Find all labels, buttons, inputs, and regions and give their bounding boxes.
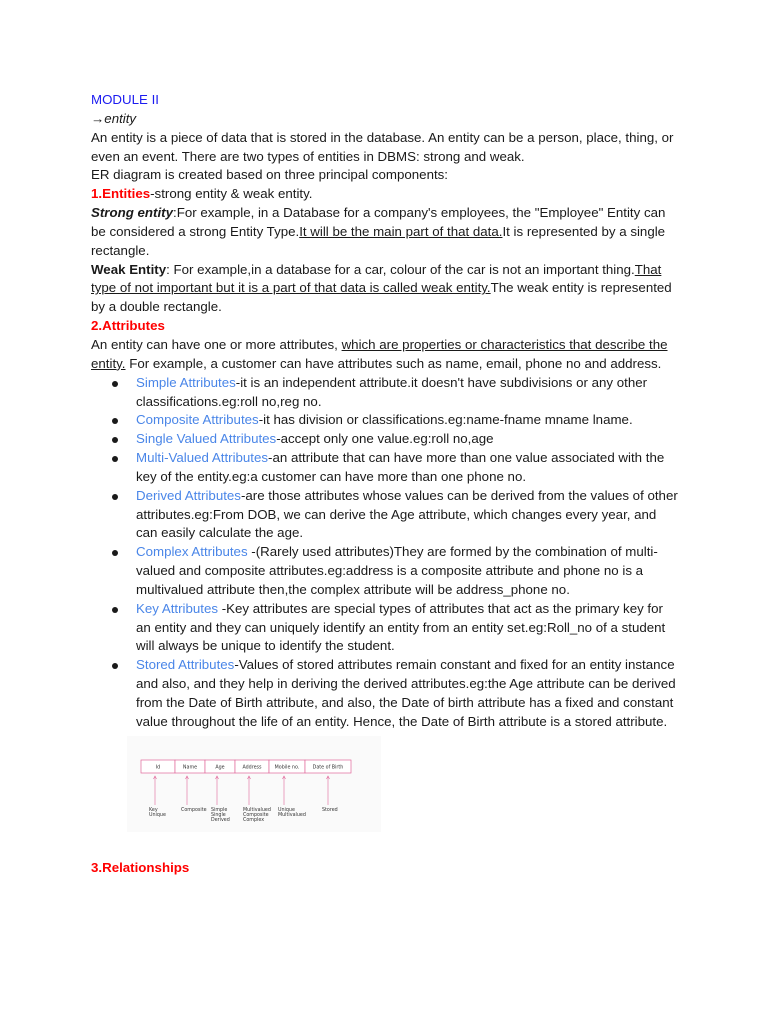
attributes-intro-text-end: For example, a customer can have attributes such as name, email, phone no and address. bbox=[125, 355, 662, 371]
intro-paragraph: An entity is a piece of data that is stored in the database. An entity can be a person, place, thing, or even an event. There are two types of entities in DBMS: strong and weak. bbox=[91, 129, 674, 164]
section-title: Entities bbox=[102, 186, 151, 202]
attribute-diagram bbox=[127, 736, 381, 832]
bullet-icon bbox=[112, 418, 118, 424]
strong-entity-text: :For example, in a Database for a company's employees, the "Employee" Entity can be considered a strong Entity Type. bbox=[91, 205, 666, 239]
section-relationships bbox=[91, 859, 681, 878]
attribute-types-list bbox=[91, 374, 681, 732]
module-title: MODULE II bbox=[91, 92, 159, 107]
weak-entity-underlined: That type of not important but it is a part of that data is called weak entity. bbox=[91, 261, 662, 296]
bullet-icon bbox=[112, 663, 118, 669]
attribute-name: Composite Attributes bbox=[136, 412, 259, 428]
attribute-name: Complex Attributes bbox=[136, 544, 248, 560]
bullet-icon bbox=[112, 437, 118, 443]
weak-entity-label: Weak Entity bbox=[91, 261, 167, 277]
list-item bbox=[91, 411, 681, 430]
diagram-caption: Simple bbox=[211, 807, 228, 813]
attributes-intro-text: An entity can have one or more attributes, bbox=[91, 336, 342, 352]
weak-entity-text: : For example,in a database for a car, colour of the car is not an important thing. bbox=[166, 261, 635, 277]
attribute-desc: -it is an independent attribute.it doesn't have subdivisions or any other classifications.eg:roll no,reg no. bbox=[136, 374, 648, 409]
attributes-intro-paragraph bbox=[91, 336, 681, 374]
section-entities bbox=[91, 185, 681, 204]
list-item bbox=[91, 487, 681, 544]
section-title: Attributes bbox=[102, 318, 165, 334]
attribute-desc: -an attribute that can have more than one value associated with the key of the entity.eg:a customer can have more than one phone no. bbox=[136, 450, 665, 484]
attribute-name: Stored Attributes bbox=[136, 657, 235, 673]
section-number: 1. bbox=[91, 186, 103, 202]
attribute-name: Key Attributes bbox=[136, 600, 219, 616]
list-item bbox=[91, 449, 681, 487]
list-item bbox=[91, 600, 681, 657]
section-attributes bbox=[91, 317, 681, 336]
entity-heading: →entity bbox=[91, 110, 137, 126]
section-rest: -strong entity & weak entity. bbox=[150, 186, 313, 202]
diagram-cell-label: Address bbox=[242, 765, 262, 771]
section-number: 2. bbox=[91, 318, 103, 334]
bullet-icon bbox=[112, 456, 118, 462]
attribute-desc: -(Rarely used attributes)They are formed by the combination of multi-valued and composite attributes.eg:address is a composite attribute and phone no is a multivalued attribute then,the complex attribute will be address_phone no. bbox=[136, 544, 658, 597]
diagram-cell-label: Mobile no. bbox=[274, 765, 300, 771]
bullet-icon bbox=[112, 607, 118, 613]
attribute-name: Derived Attributes bbox=[136, 487, 241, 503]
bullet-icon bbox=[112, 494, 118, 500]
weak-entity-text-end: The weak entity is represented by a double rectangle. bbox=[91, 280, 672, 315]
diagram-caption: Multivalued bbox=[243, 807, 271, 813]
section-title: Relationships bbox=[102, 859, 190, 875]
attribute-diagram-image bbox=[127, 736, 381, 832]
diagram-caption: Composite bbox=[181, 807, 207, 813]
attribute-desc: -accept only one value.eg:roll no,age bbox=[276, 431, 494, 447]
list-item bbox=[91, 430, 681, 449]
diagram-cell-label: Id bbox=[155, 765, 161, 771]
diagram-caption: Stored bbox=[322, 807, 338, 813]
diagram-caption: Unique bbox=[149, 812, 166, 818]
diagram-caption: Multivalued bbox=[278, 812, 306, 818]
attribute-name: Simple Attributes bbox=[136, 374, 236, 390]
diagram-caption: Single bbox=[211, 812, 226, 818]
weak-entity-paragraph bbox=[91, 261, 681, 318]
attribute-desc: -it has division or classifications.eg:name-fname mname lname. bbox=[258, 412, 633, 428]
attribute-name: Multi-Valued Attributes bbox=[136, 450, 269, 466]
strong-entity-paragraph bbox=[91, 204, 681, 261]
section-number: 3. bbox=[91, 859, 103, 875]
er-components-line: ER diagram is created based on three principal components: bbox=[91, 167, 448, 183]
strong-entity-underlined: It will be the main part of that data. bbox=[299, 223, 503, 239]
strong-entity-text-end: It is represented by a single rectangle. bbox=[91, 223, 666, 258]
attributes-intro-underlined: which are properties or characteristics that describe the entity. bbox=[91, 336, 668, 371]
diagram-cell-label: Date of Birth bbox=[312, 765, 344, 771]
list-item bbox=[91, 374, 681, 412]
list-item bbox=[91, 656, 681, 731]
attribute-desc: -are those attributes whose values can be derived from the values of other attributes.eg:From DOB, we can derive the Age attribute, which changes every year, and can easily calculate the age. bbox=[136, 487, 678, 541]
attribute-name: Single Valued Attributes bbox=[136, 431, 277, 447]
diagram-cell-label: Name bbox=[182, 765, 198, 771]
strong-entity-label: Strong entity bbox=[91, 205, 173, 221]
bullet-icon bbox=[112, 550, 118, 556]
diagram-caption: Complex bbox=[243, 817, 265, 823]
bullet-icon bbox=[112, 381, 118, 387]
list-item bbox=[91, 543, 681, 600]
diagram-caption: Derived bbox=[211, 817, 230, 823]
attribute-desc: -Values of stored attributes remain constant and fixed for an entity instance and also, and they help in deriving the derived attributes.eg:the Age attribute can be derived from the Date of Birth attribute, and also, the Date of birth attribute has a fixed and constant value throughout the life of an entity. Hence, the Date of Birth attribute is a stored attribute. bbox=[136, 657, 676, 729]
diagram-cell-label: Age bbox=[215, 765, 225, 771]
attribute-desc: -Key attributes are special types of attributes that act as the primary key for an entity and they can uniquely identify an entity from an entity set.eg:Roll_no of a student will always be unique to identify the student. bbox=[136, 600, 666, 654]
diagram-caption: Unique bbox=[278, 807, 295, 813]
document-body bbox=[91, 91, 681, 878]
diagram-caption: Key bbox=[149, 807, 158, 813]
diagram-caption: Composite bbox=[243, 812, 269, 818]
